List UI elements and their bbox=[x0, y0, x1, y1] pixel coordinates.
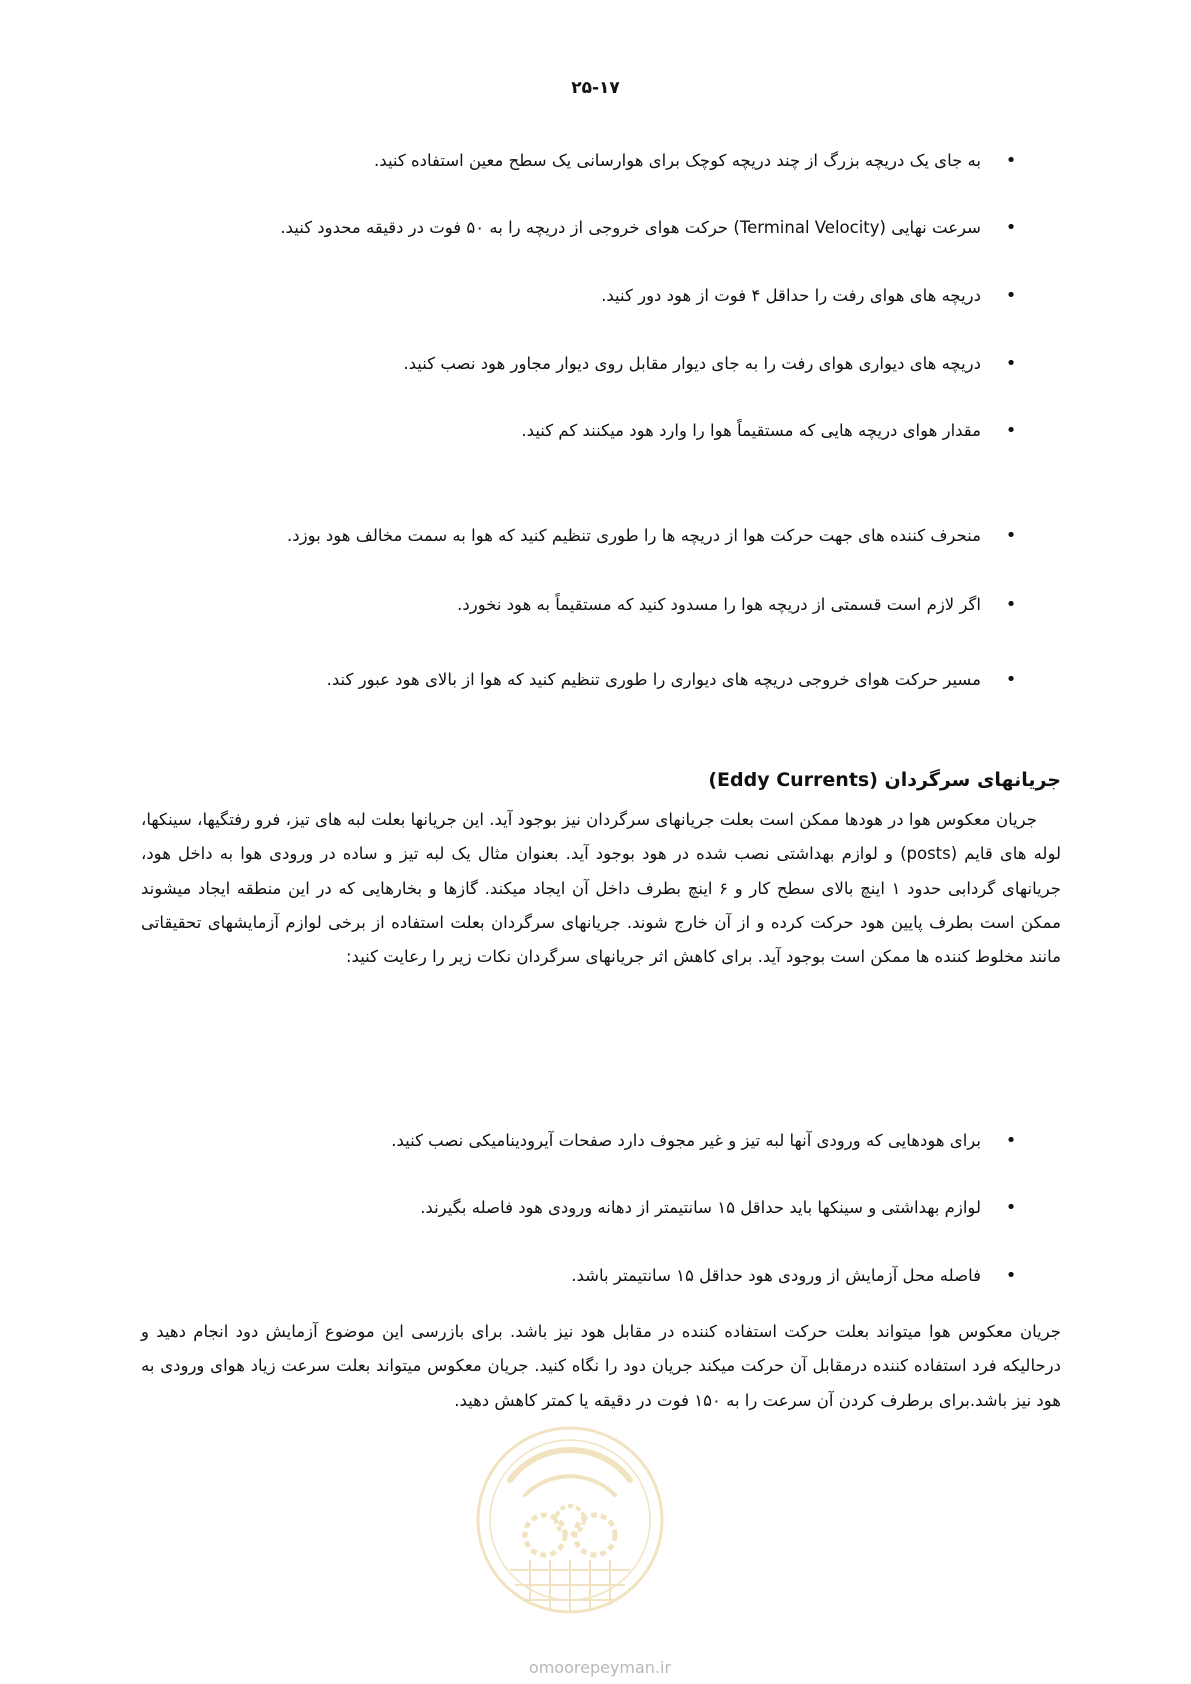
bullet-dot-icon: • bbox=[1005, 419, 1017, 441]
list-item-text: منحرف کننده های جهت حرکت هوا از دریچه ها را طوری تنظیم کنید که هوا به سمت مخالف هود بوزد. bbox=[287, 525, 981, 545]
section-heading: جریانهای سرگردان (Eddy Currents) bbox=[708, 769, 1061, 791]
bullet-dot-icon: • bbox=[1005, 1129, 1017, 1151]
publisher-seal-watermark bbox=[470, 1410, 670, 1650]
list-item bbox=[141, 520, 1041, 550]
list-item bbox=[141, 664, 1041, 694]
list-item bbox=[141, 145, 1041, 175]
list-item bbox=[141, 1192, 1041, 1222]
list-item bbox=[141, 212, 1041, 242]
list-item bbox=[141, 1125, 1041, 1155]
list-item-text: به جای یک دریچه بزرگ از چند دریچه کوچک برای هوارسانی یک سطح معین استفاده کنید. bbox=[374, 150, 981, 170]
bullet-dot-icon: • bbox=[1005, 593, 1017, 615]
list-item bbox=[141, 348, 1041, 378]
list-item bbox=[141, 1260, 1041, 1290]
bullet-dot-icon: • bbox=[1005, 1196, 1017, 1218]
list-item-text: فاصله محل آزمایش از ورودی هود حداقل ۱۵ سانتیمتر باشد. bbox=[571, 1265, 981, 1285]
paragraph-reverse-flow: جریان معکوس هوا میتواند بعلت حرکت استفاده کننده در مقابل هود نیز باشد. برای بازرسی این موضوع آزمایش دود انجام دهید و درحالیکه فرد استفاده کننده درمقابل آن حرکت میکند جریان دود را نگاه کنید. جریان معکوس میتواند بعلت سرعت زیاد هوای ورودی به هود نیز باشد.برای برطرف کردن آن سرعت را به ۱۵۰ فوت در دقیقه یا کمتر کاهش دهید. bbox=[141, 1322, 1061, 1410]
list-item-text: مسیر حرکت هوای خروجی دریچه های دیواری را طوری تنظیم کنید که هوا از بالای هود عبور کند. bbox=[326, 669, 981, 689]
bullet-dot-icon: • bbox=[1005, 352, 1017, 374]
bullet-dot-icon: • bbox=[1005, 668, 1017, 690]
bullet-dot-icon: • bbox=[1005, 524, 1017, 546]
bullet-dot-icon: • bbox=[1005, 149, 1017, 171]
bullet-dot-icon: • bbox=[1005, 216, 1017, 238]
list-item bbox=[141, 280, 1041, 310]
list-item bbox=[141, 589, 1041, 619]
bullet-dot-icon: • bbox=[1005, 1264, 1017, 1286]
watermark-site-text: omoorepeyman.ir bbox=[528, 1658, 672, 1677]
list-item-text: لوازم بهداشتی و سینکها باید حداقل ۱۵ سانتیمتر از دهانه ورودی هود فاصله بگیرند. bbox=[420, 1197, 981, 1217]
bullet-dot-icon: • bbox=[1005, 284, 1017, 306]
list-item-text: سرعت نهایی (Terminal Velocity) حرکت هوای خروجی از دریچه را به ۵۰ فوت در دقیقه محدود کنید. bbox=[280, 217, 981, 237]
list-item-text: مقدار هوای دریچه هایی که مستقیماً هوا را وارد هود میکنند کم کنید. bbox=[521, 420, 981, 440]
list-item-text: دریچه های هوای رفت را حداقل ۴ فوت از هود دور کنید. bbox=[601, 285, 981, 305]
list-item-text: برای هودهایی که ورودی آنها لبه تیز و غیر مجوف دارد صفحات آیرودینامیکی نصب کنید. bbox=[391, 1130, 981, 1150]
list-item bbox=[141, 415, 1041, 445]
page-number: ۲۵-۱۷ bbox=[571, 78, 620, 98]
list-item-text: دریچه های دیواری هوای رفت را به جای دیوار مقابل روی دیوار مجاور هود نصب کنید. bbox=[403, 353, 981, 373]
paragraph-eddy-intro: جریان معکوس هوا در هودها ممکن است بعلت جریانهای سرگردان نیز بوجود آید. این جریانها بعلت لبه های تیز، فرو رفتگیها، سینکها، لوله های قایم (posts) و لوازم بهداشتی نصب شده در هود بوجود آید. بعنوان مثال یک لبه تیز و ساده در ورودی هوا به داخل هود، جریانهای گردابی حدود ۱ اینچ بالای سطح کار و ۶ اینچ بطرف داخل آن ایجاد میکند. گازها و بخارهایی که در این منطقه ایجاد میشوند ممکن است بطرف پایین هود حرکت کرده و از آن خارج شوند. جریانهای سرگردان بعلت استفاده از برخی لوازم آزمایشهای تحقیقاتی مانند مخلوط کننده ها ممکن است بوجود آید. برای کاهش اثر جریانهای سرگردان نکات زیر را رعایت کنید: bbox=[141, 810, 1061, 967]
list-item-text: اگر لازم است قسمتی از دریچه هوا را مسدود کنید که مستقیماً به هود نخورد. bbox=[457, 594, 981, 614]
